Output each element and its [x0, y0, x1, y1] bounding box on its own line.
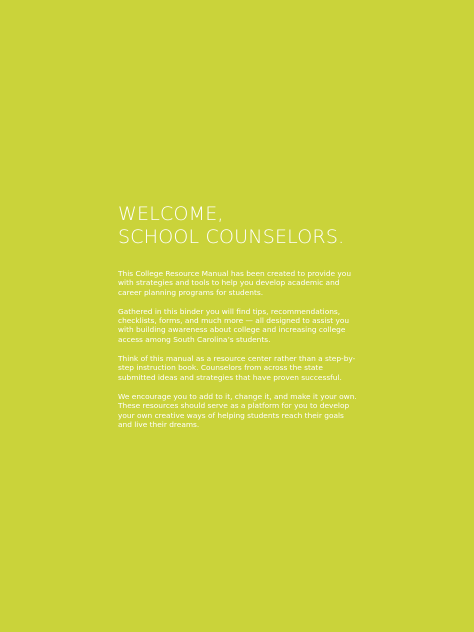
- resource-center-paragraph: Think of this manual as a resource center rather than a step-by-step instruction book. Counselors from across the state submitted ideas and strategies that have proven successful.: [118, 354, 356, 382]
- page-heading: [118, 203, 358, 249]
- welcome-section: [118, 203, 358, 439]
- binder-contents-paragraph: Gathered in this binder you will find tips, recommendations, checklists, forms, and much more — all designed to assist you with building awareness about college and increasing college access among South Carolina’s students.: [118, 306, 350, 344]
- intro-paragraph: This College Resource Manual has been created to provide you with strategies and tools to help you develop academic and career planning programs for students.: [118, 269, 352, 297]
- body-text: [118, 269, 358, 429]
- heading-line-1: WELCOME,: [118, 203, 224, 225]
- heading-line-2: SCHOOL COUNSELORS.: [118, 226, 345, 248]
- encouragement-paragraph: We encourage you to add to it, change it, and make it your own. These resources should serve as a platform for you to develop your own creative ways of helping students reach their goals and live their dreams.: [118, 391, 357, 429]
